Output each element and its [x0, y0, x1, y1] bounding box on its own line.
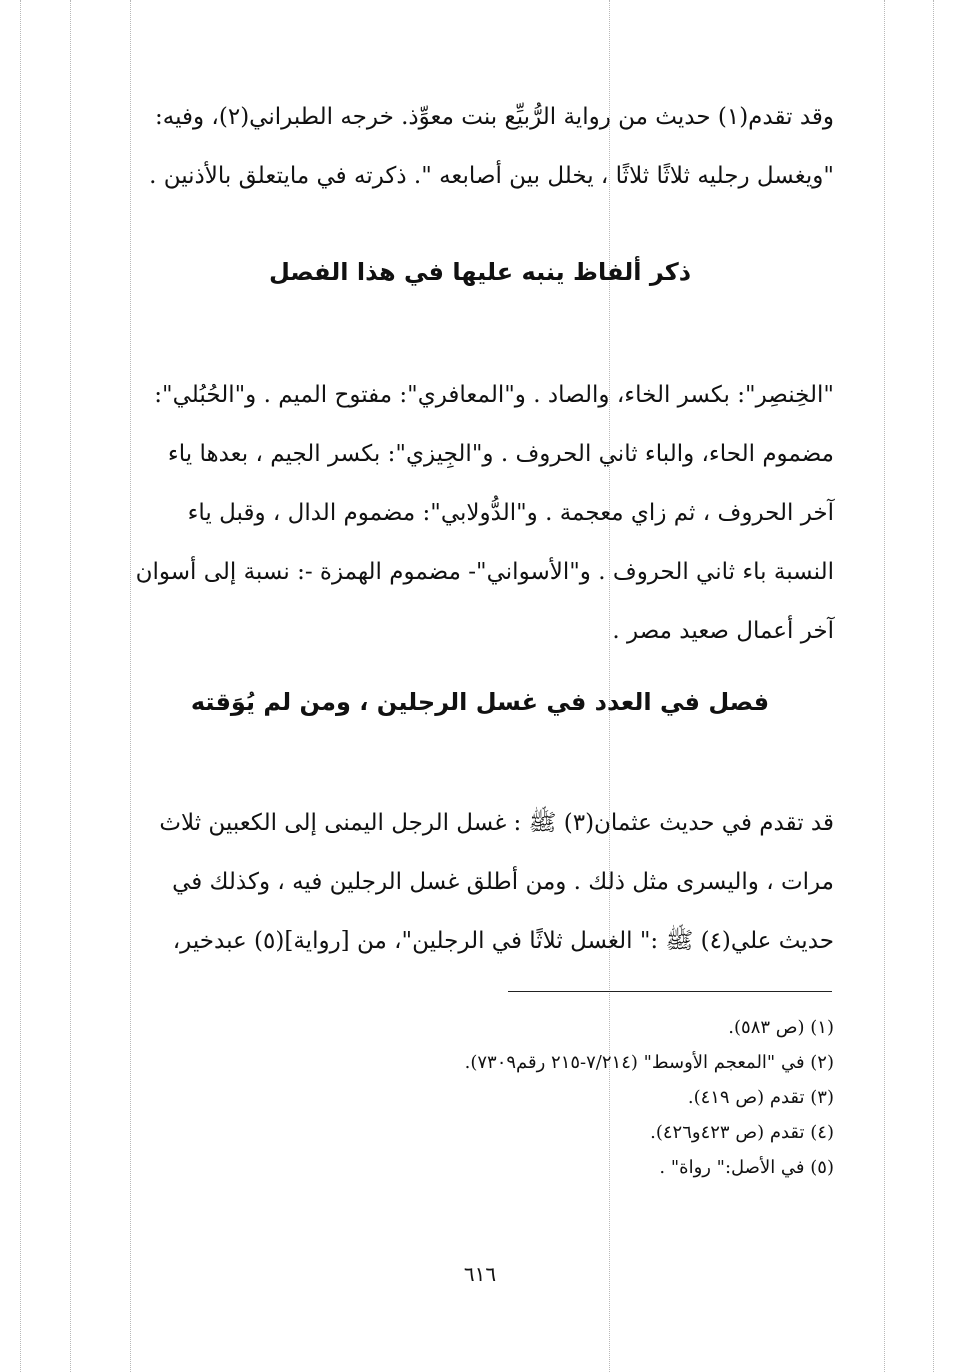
page-number: ٦١٦	[463, 1262, 497, 1286]
margin-guide-line	[20, 0, 21, 1372]
text-line: آخر الحروف ، ثم زاي معجمة . و"الدُّولابي": مضموم الدال ، وقبل ياء	[187, 500, 834, 526]
text-line: "ويغسل رجليه ثلاثًا ثلاثًا ، يخلل بين أصابعه ". ذكرته في مايتعلق بالأذنين .	[149, 163, 834, 189]
text-line: "الخِنصِر": بكسر الخاء، والصاد . و"المعافري": مفتوح الميم . و"الحُبُلي":	[154, 382, 834, 408]
text-line: النسبة باء ثاني الحروف . و"الأسواني"- مضموم الهمزة -: نسبة إلى أسوان	[135, 559, 834, 585]
footnote: (٣) تقدم (ص ٤١٩).	[687, 1087, 834, 1108]
section-heading: فصل في العدد في غسل الرجلين ، ومن لم يُوَقته	[190, 688, 770, 716]
margin-guide-line	[884, 0, 885, 1372]
footnote: (٢) في "المعجم الأوسط" (٧/٢١٤-٢١٥ رقم٧٣٠٩).	[464, 1052, 834, 1073]
text-line: مرات ، واليسرى مثل ذلك . ومن أطلق غسل الرجلين فيه ، وكذلك في	[172, 869, 834, 895]
section-heading: ذكر ألفاظ ينبه عليها في هذا الفصل	[268, 258, 692, 286]
text-line: آخر أعمال صعيد مصر .	[612, 618, 834, 644]
text-line: حديث علي(٤) ﷺ :" الغسل ثلاثًا في الرجلين"، من [رواية](٥) عبدخير،	[172, 928, 834, 954]
margin-guide-line	[933, 0, 934, 1372]
footnote: (١) (ص ٥٨٣).	[728, 1017, 834, 1038]
footnote: (٥) في الأصل:" رواة" .	[659, 1157, 834, 1178]
glossary-paragraph	[118, 366, 834, 661]
footnote: (٤) تقدم (ص ٤٢٣و٤٢٦).	[650, 1122, 834, 1143]
text-line: وقد تقدم(١) حديث من رواية الرُّبيِّع بنت معوِّذ. خرجه الطبراني(٢)، وفيه:	[154, 104, 834, 130]
body-paragraph	[118, 794, 834, 971]
text-line: مضموم الحاء، والباء ثاني الحروف . و"الجِيزي": بكسر الجيم ، بعدها ياء	[167, 441, 834, 467]
footnotes	[300, 1010, 834, 1185]
text-line: قد تقدم في حديث عثمان(٣) ﷺ : غسل الرجل اليمنى إلى الكعبين ثلاث	[159, 810, 834, 836]
footnote-separator	[508, 991, 832, 992]
intro-paragraph	[128, 88, 834, 206]
margin-guide-line	[70, 0, 71, 1372]
